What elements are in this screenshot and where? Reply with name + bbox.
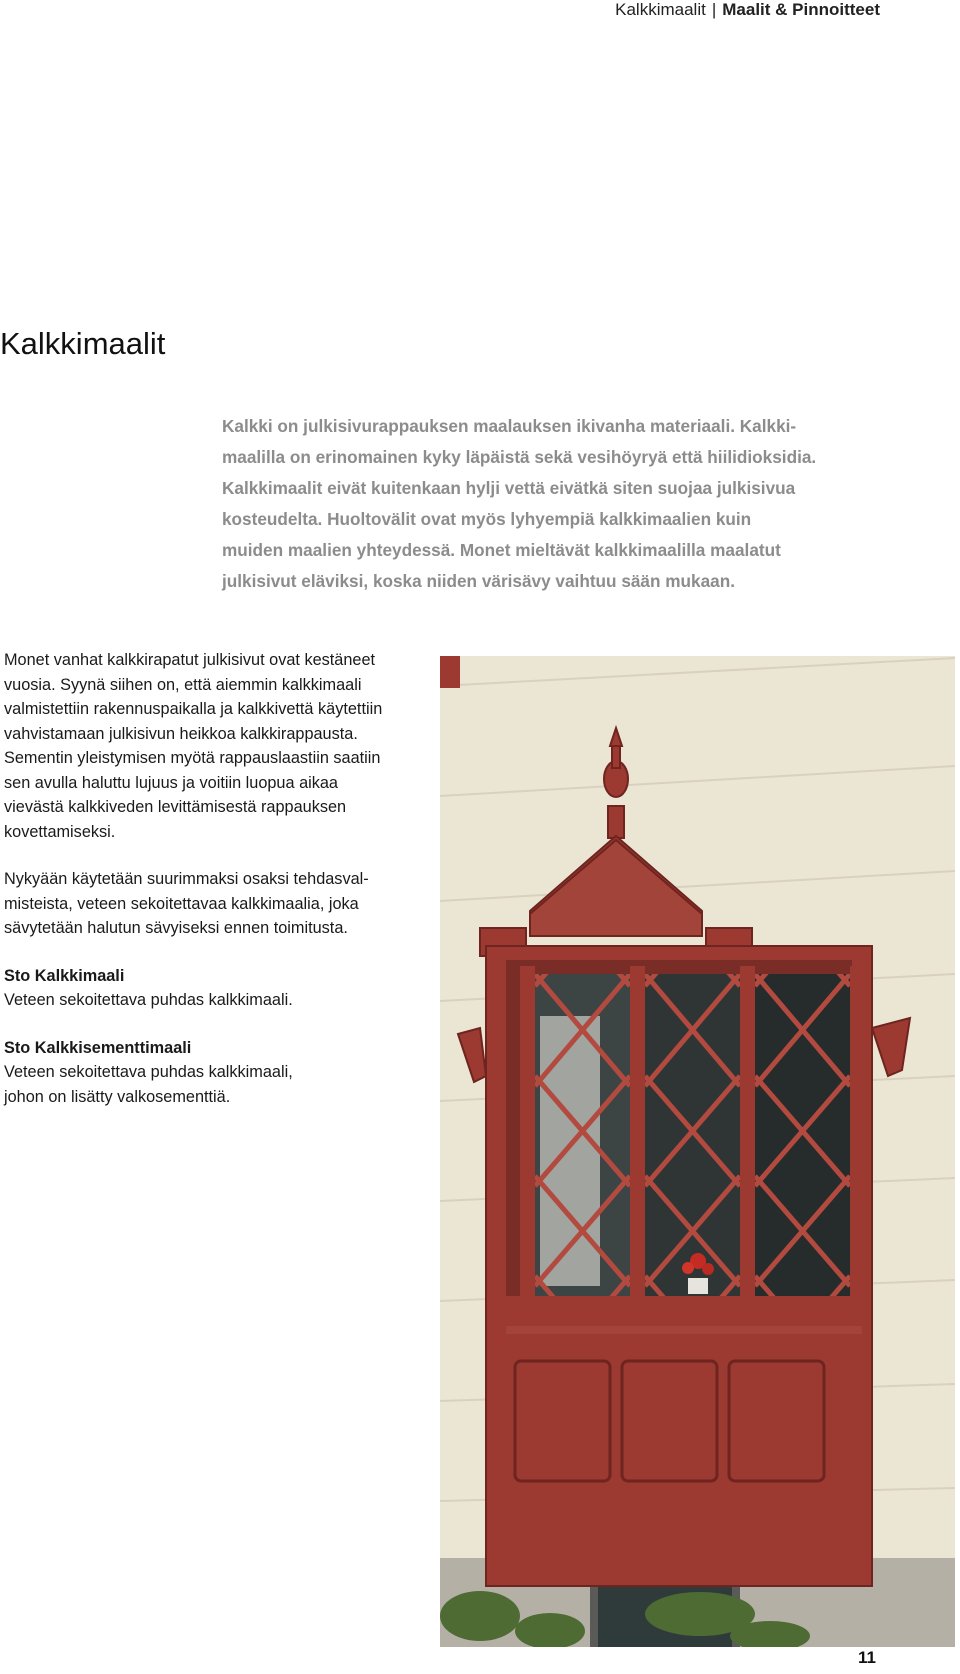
body-line: vuosia. Syynä siihen on, että aiemmin kalkkimaali xyxy=(4,675,362,694)
body-column xyxy=(4,648,414,1132)
frame-left-edge xyxy=(440,656,460,688)
body-line: Sementin yleistymisen myötä rappauslaastiin saatiin xyxy=(4,749,381,767)
body-line: sen avulla haluttu lujuus ja voitiin luopua aikaa xyxy=(4,773,338,792)
window-photo-icon xyxy=(440,656,955,1647)
product-desc-line: Veteen sekoitettava puhdas kalkkimaali. xyxy=(4,991,293,1009)
body-line: kovettamiseksi. xyxy=(4,822,116,841)
body-paragraph-2 xyxy=(4,867,414,941)
body-paragraph-1 xyxy=(4,648,414,844)
body-line: Monet vanhat kalkkirapatut julkisivut ovat kestäneet xyxy=(4,651,376,669)
product-description xyxy=(4,1060,414,1109)
lead-paragraph xyxy=(222,411,862,597)
product-name: Sto Kalkkimaali xyxy=(4,966,125,985)
body-line: vahvistamaan julkisivun heikkoa kalkkirappausta. xyxy=(4,724,358,743)
product-desc-line: johon on lisätty valkosementtiä. xyxy=(4,1087,231,1106)
lead-line: julkisivut eläviksi, koska niiden värisävy vaihtuu sään mukaan. xyxy=(222,571,735,591)
running-header xyxy=(615,0,880,20)
body-line: sävytetään halutun sävyiseksi ennen toimitusta. xyxy=(4,919,348,937)
panels xyxy=(515,1361,824,1481)
lead-line: maalilla on erinomainen kyky läpäistä sekä vesihöyryä että hiilidioksidia. xyxy=(222,447,817,467)
lead-line: muiden maalien yhteydessä. Monet mieltävät kalkkimaalilla maalatut xyxy=(222,540,781,560)
body-line: Nykyään käytetään suurimmaksi osaksi tehdasval- xyxy=(4,870,369,888)
product-description xyxy=(4,988,414,1013)
product-name: Sto Kalkkisementtimaali xyxy=(4,1038,192,1057)
header-separator: | xyxy=(711,0,717,19)
header-section: Kalkkimaalit xyxy=(615,0,706,19)
product-desc-line: Veteen sekoitettava puhdas kalkkimaali, xyxy=(4,1063,293,1081)
page-title: Kalkkimaalit xyxy=(0,326,166,361)
body-line: vievästä kalkkiveden levittämisestä rappauksen xyxy=(4,798,347,816)
body-line: misteista, veteen sekoitettavaa kalkkimaalia, joka xyxy=(4,894,359,913)
body-line: valmistettiin rakennuspaikalla ja kalkkivettä käytettiin xyxy=(4,700,383,718)
lead-line: kosteudelta. Huoltovälit ovat myös lyhyempiä kalkkimaalien kuin xyxy=(222,509,752,529)
header-category: Maalit & Pinnoitteet xyxy=(722,0,880,19)
page-number: 11 xyxy=(858,1648,876,1667)
lead-line: Kalkki on julkisivurappauksen maalauksen ikivanha materiaali. Kalkki- xyxy=(222,416,797,436)
lead-line: Kalkkimaalit eivät kuitenkaan hylji vettä eivätkä siten suojaa julkisivua xyxy=(222,478,796,498)
